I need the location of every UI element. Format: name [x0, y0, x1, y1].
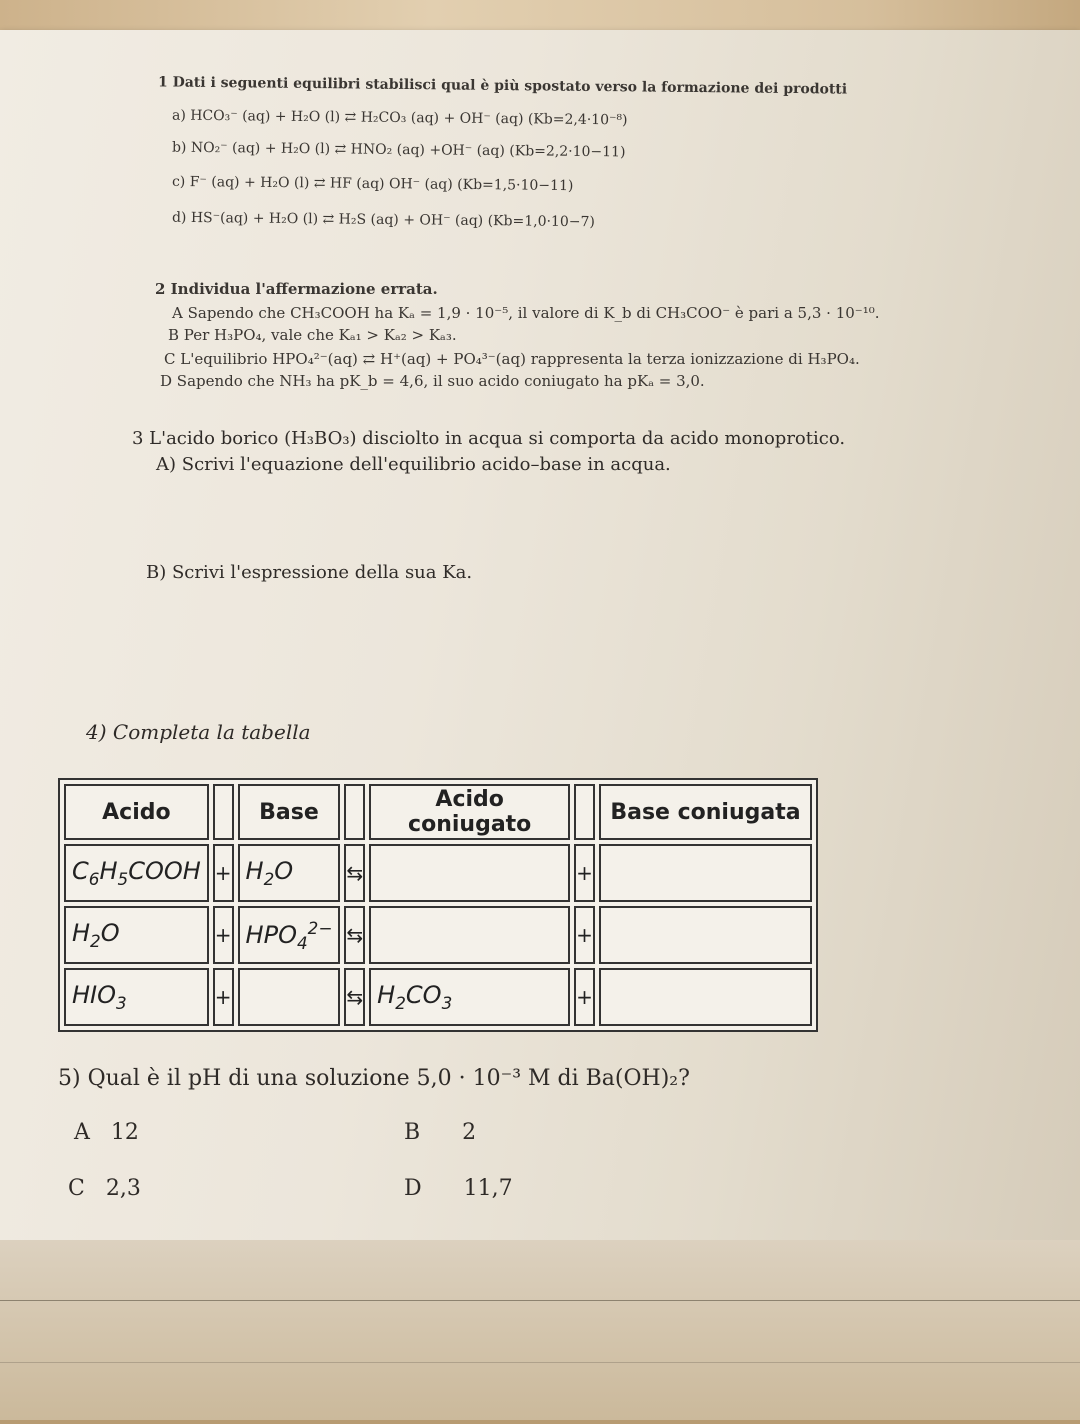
- header-blank-1: [213, 784, 234, 840]
- header-blank-3: [574, 784, 595, 840]
- header-acid: Acido: [64, 784, 209, 840]
- q3-title: 3 L'acido borico (H₃BO₃) disciolto in acqua si comporta da acido monoprotico.: [132, 428, 846, 449]
- page-edge-line: [0, 1300, 1080, 1301]
- header-blank-2: [344, 784, 365, 840]
- table-header-row: [64, 784, 812, 840]
- equilibrium-arrow: ⇆: [344, 968, 365, 1026]
- q2-title: 2 Individua l'affermazione errata.: [155, 280, 438, 298]
- header-conjugate-base: Base coniugata: [599, 784, 812, 840]
- q5-option-c[interactable]: C 2,3: [68, 1176, 141, 1201]
- conjugate-acid-input[interactable]: [369, 906, 570, 964]
- q1-option-b: b) NO₂⁻ (aq) + H₂O (l) ⇄ HNO₂ (aq) +OH⁻ (aq) (Kb=2,2·10−11): [171, 139, 626, 161]
- conjugate-acid-cell: $H_2CO_3$: [369, 968, 570, 1026]
- q2-option-a: A Sapendo che CH₃COOH ha Kₐ = 1,9 · 10⁻⁵, il valore di K_b di CH₃COO⁻ è pari a 5,3 · 10⁻¹⁰.: [172, 304, 880, 322]
- conjugate-base-input[interactable]: [599, 968, 812, 1026]
- q1-option-d: d) HS⁻(aq) + H₂O (l) ⇄ H₂S (aq) + OH⁻ (aq) (Kb=1,0·10−7): [171, 209, 595, 231]
- conjugate-base-input[interactable]: [599, 906, 812, 964]
- q2-option-c: C L'equilibrio HPO₄²⁻(aq) ⇄ H⁺(aq) + PO₄³⁻(aq) rappresenta la terza ionizzazione di H₃PO₄.: [164, 350, 860, 368]
- q2-option-b: B Per H₃PO₄, vale che Kₐ₁ > Kₐ₂ > Kₐ₃.: [168, 326, 457, 344]
- table-row: [64, 968, 812, 1026]
- table-row: [64, 844, 812, 902]
- q5-option-d[interactable]: D 11,7: [404, 1176, 513, 1201]
- equilibrium-arrow: ⇆: [344, 906, 365, 964]
- conjugate-pairs-table: [58, 778, 818, 1032]
- header-conjugate-acid: Acido coniugato: [369, 784, 570, 840]
- plus-sign: +: [213, 968, 234, 1026]
- q1-option-c: c) F⁻ (aq) + H₂O (l) ⇄ HF (aq) OH⁻ (aq) (Kb=1,5·10−11): [171, 173, 574, 195]
- q3-part-a: A) Scrivi l'equazione dell'equilibrio acido–base in acqua.: [156, 454, 671, 475]
- lower-sheet: [0, 1240, 1080, 1420]
- q4-title: 4) Completa la tabella: [86, 720, 311, 744]
- header-base: Base: [238, 784, 341, 840]
- q1-title: 1 Dati i seguenti equilibri stabilisci qual è più spostato verso la formazione dei prodotti: [157, 74, 848, 98]
- q5-option-a[interactable]: A 12: [74, 1120, 139, 1145]
- acid-cell: $HIO_3$: [64, 968, 209, 1026]
- plus-sign: +: [213, 844, 234, 902]
- conjugate-base-input[interactable]: [599, 844, 812, 902]
- base-cell: $HPO_4^{2-}$: [238, 906, 341, 964]
- q2-option-d: D Sapendo che NH₃ ha pK_b = 4,6, il suo acido coniugato ha pKₐ = 3,0.: [160, 372, 705, 390]
- page-edge-line-2: [0, 1362, 1080, 1363]
- conjugate-acid-input[interactable]: [369, 844, 570, 902]
- table-row: [64, 906, 812, 964]
- plus-sign: +: [213, 906, 234, 964]
- base-input[interactable]: [238, 968, 341, 1026]
- q5-title: 5) Qual è il pH di una soluzione 5,0 · 10⁻³ M di Ba(OH)₂?: [58, 1066, 690, 1091]
- q5-option-b[interactable]: B 2: [404, 1120, 477, 1145]
- q3-part-b: B) Scrivi l'espressione della sua Ka.: [146, 562, 473, 583]
- equilibrium-arrow: ⇆: [344, 844, 365, 902]
- acid-cell: $H_2O$: [64, 906, 209, 964]
- acid-cell: $C_6H_5COOH$: [64, 844, 209, 902]
- plus-sign: +: [574, 968, 595, 1026]
- q1-option-a: a) HCO₃⁻ (aq) + H₂O (l) ⇄ H₂CO₃ (aq) + OH⁻ (aq) (Kb=2,4·10⁻⁸): [171, 107, 628, 129]
- base-cell: $H_2O$: [238, 844, 341, 902]
- plus-sign: +: [574, 844, 595, 902]
- plus-sign: +: [574, 906, 595, 964]
